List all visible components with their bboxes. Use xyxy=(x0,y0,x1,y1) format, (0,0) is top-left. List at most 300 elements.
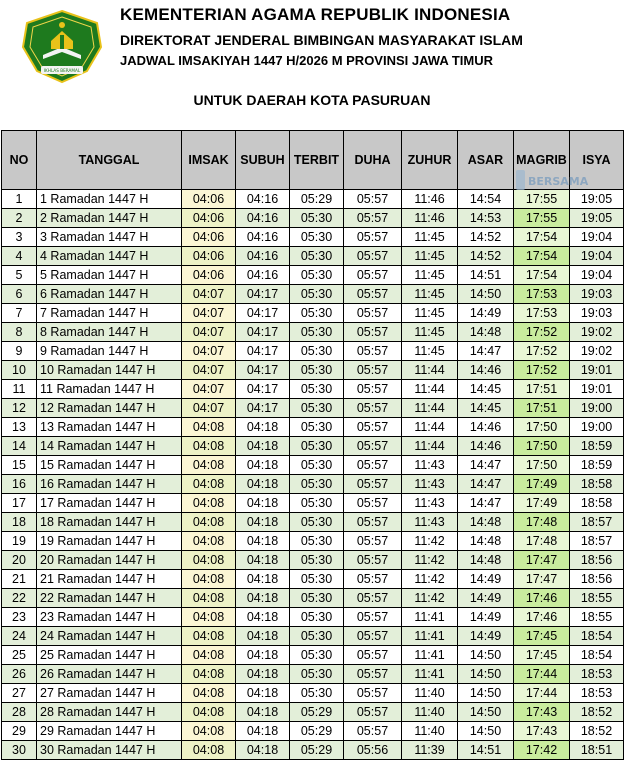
cell-zuhur: 11:46 xyxy=(402,209,458,228)
cell-magrib: 17:48 xyxy=(514,532,570,551)
cell-magrib: 17:43 xyxy=(514,722,570,741)
cell-magrib: 17:50 xyxy=(514,418,570,437)
cell-isya: 19:05 xyxy=(570,190,624,209)
col-asar: ASAR xyxy=(458,131,514,190)
cell-imsak: 04:06 xyxy=(182,228,236,247)
cell-terbit: 05:30 xyxy=(290,684,344,703)
cell-duha: 05:57 xyxy=(344,494,402,513)
cell-zuhur: 11:41 xyxy=(402,608,458,627)
logo-motto: IKHLAS BERAMAL xyxy=(43,68,81,73)
cell-subuh: 04:16 xyxy=(236,228,290,247)
cell-subuh: 04:18 xyxy=(236,418,290,437)
cell-magrib: 17:53 xyxy=(514,285,570,304)
cell-subuh: 04:18 xyxy=(236,570,290,589)
cell-terbit: 05:30 xyxy=(290,494,344,513)
col-isya: ISYA xyxy=(570,131,624,190)
cell-subuh: 04:18 xyxy=(236,665,290,684)
cell-no: 7 xyxy=(2,304,37,323)
cell-magrib: 17:54 xyxy=(514,228,570,247)
cell-zuhur: 11:45 xyxy=(402,342,458,361)
cell-no: 22 xyxy=(2,589,37,608)
cell-magrib: 17:46 xyxy=(514,589,570,608)
cell-terbit: 05:30 xyxy=(290,551,344,570)
cell-duha: 05:57 xyxy=(344,380,402,399)
cell-isya: 19:04 xyxy=(570,228,624,247)
cell-terbit: 05:29 xyxy=(290,703,344,722)
cell-duha: 05:57 xyxy=(344,627,402,646)
table-row xyxy=(2,266,624,285)
cell-terbit: 05:30 xyxy=(290,513,344,532)
table-body xyxy=(2,190,624,760)
cell-duha: 05:57 xyxy=(344,209,402,228)
cell-duha: 05:57 xyxy=(344,589,402,608)
cell-isya: 18:51 xyxy=(570,741,624,760)
cell-asar: 14:48 xyxy=(458,513,514,532)
cell-asar: 14:52 xyxy=(458,228,514,247)
cell-zuhur: 11:46 xyxy=(402,190,458,209)
cell-zuhur: 11:41 xyxy=(402,665,458,684)
cell-tanggal: 29 Ramadan 1447 H xyxy=(37,722,182,741)
table-row xyxy=(2,608,624,627)
cell-terbit: 05:30 xyxy=(290,228,344,247)
table-row xyxy=(2,589,624,608)
cell-zuhur: 11:43 xyxy=(402,475,458,494)
cell-no: 6 xyxy=(2,285,37,304)
cell-duha: 05:57 xyxy=(344,532,402,551)
cell-terbit: 05:30 xyxy=(290,266,344,285)
table-row xyxy=(2,494,624,513)
cell-duha: 05:57 xyxy=(344,304,402,323)
cell-duha: 05:57 xyxy=(344,361,402,380)
table-row xyxy=(2,665,624,684)
cell-asar: 14:47 xyxy=(458,456,514,475)
cell-asar: 14:51 xyxy=(458,266,514,285)
cell-zuhur: 11:40 xyxy=(402,684,458,703)
cell-terbit: 05:30 xyxy=(290,361,344,380)
cell-asar: 14:46 xyxy=(458,361,514,380)
table-row xyxy=(2,437,624,456)
cell-imsak: 04:06 xyxy=(182,266,236,285)
cell-asar: 14:48 xyxy=(458,532,514,551)
cell-tanggal: 12 Ramadan 1447 H xyxy=(37,399,182,418)
cell-isya: 19:02 xyxy=(570,323,624,342)
cell-terbit: 05:30 xyxy=(290,418,344,437)
cell-subuh: 04:18 xyxy=(236,646,290,665)
cell-no: 30 xyxy=(2,741,37,760)
cell-isya: 19:04 xyxy=(570,247,624,266)
cell-asar: 14:50 xyxy=(458,722,514,741)
cell-magrib: 17:53 xyxy=(514,304,570,323)
cell-tanggal: 21 Ramadan 1447 H xyxy=(37,570,182,589)
cell-magrib: 17:50 xyxy=(514,437,570,456)
cell-terbit: 05:30 xyxy=(290,570,344,589)
cell-magrib: 17:47 xyxy=(514,551,570,570)
cell-terbit: 05:30 xyxy=(290,608,344,627)
cell-tanggal: 2 Ramadan 1447 H xyxy=(37,209,182,228)
cell-isya: 18:56 xyxy=(570,551,624,570)
cell-terbit: 05:30 xyxy=(290,475,344,494)
cell-duha: 05:57 xyxy=(344,722,402,741)
table-row xyxy=(2,551,624,570)
cell-subuh: 04:17 xyxy=(236,361,290,380)
cell-asar: 14:50 xyxy=(458,285,514,304)
table-row xyxy=(2,228,624,247)
cell-tanggal: 8 Ramadan 1447 H xyxy=(37,323,182,342)
table-row xyxy=(2,722,624,741)
table-row xyxy=(2,627,624,646)
cell-tanggal: 18 Ramadan 1447 H xyxy=(37,513,182,532)
cell-duha: 05:57 xyxy=(344,285,402,304)
cell-subuh: 04:17 xyxy=(236,399,290,418)
cell-zuhur: 11:44 xyxy=(402,437,458,456)
cell-tanggal: 25 Ramadan 1447 H xyxy=(37,646,182,665)
cell-zuhur: 11:45 xyxy=(402,323,458,342)
cell-subuh: 04:16 xyxy=(236,247,290,266)
cell-isya: 19:04 xyxy=(570,266,624,285)
cell-isya: 19:02 xyxy=(570,342,624,361)
cell-subuh: 04:18 xyxy=(236,551,290,570)
cell-no: 23 xyxy=(2,608,37,627)
cell-imsak: 04:07 xyxy=(182,304,236,323)
cell-isya: 18:53 xyxy=(570,665,624,684)
cell-tanggal: 7 Ramadan 1447 H xyxy=(37,304,182,323)
cell-asar: 14:50 xyxy=(458,684,514,703)
cell-zuhur: 11:42 xyxy=(402,532,458,551)
schedule-title: JADWAL IMSAKIYAH 1447 H/2026 M PROVINSI JAWA TIMUR xyxy=(120,53,494,68)
cell-duha: 05:57 xyxy=(344,684,402,703)
cell-no: 17 xyxy=(2,494,37,513)
cell-no: 26 xyxy=(2,665,37,684)
cell-tanggal: 17 Ramadan 1447 H xyxy=(37,494,182,513)
cell-imsak: 04:08 xyxy=(182,627,236,646)
cell-asar: 14:48 xyxy=(458,323,514,342)
cell-asar: 14:53 xyxy=(458,209,514,228)
cell-asar: 14:51 xyxy=(458,741,514,760)
cell-subuh: 04:18 xyxy=(236,627,290,646)
cell-magrib: 17:46 xyxy=(514,608,570,627)
cell-isya: 18:55 xyxy=(570,589,624,608)
table-row xyxy=(2,380,624,399)
cell-imsak: 04:08 xyxy=(182,589,236,608)
cell-magrib: 17:50 xyxy=(514,456,570,475)
cell-imsak: 04:06 xyxy=(182,209,236,228)
cell-asar: 14:47 xyxy=(458,494,514,513)
table-row xyxy=(2,456,624,475)
cell-imsak: 04:08 xyxy=(182,418,236,437)
cell-tanggal: 27 Ramadan 1447 H xyxy=(37,684,182,703)
cell-imsak: 04:08 xyxy=(182,456,236,475)
cell-tanggal: 30 Ramadan 1447 H xyxy=(37,741,182,760)
cell-asar: 14:48 xyxy=(458,551,514,570)
cell-duha: 05:57 xyxy=(344,342,402,361)
cell-imsak: 04:07 xyxy=(182,380,236,399)
cell-terbit: 05:30 xyxy=(290,627,344,646)
cell-subuh: 04:17 xyxy=(236,342,290,361)
cell-zuhur: 11:43 xyxy=(402,456,458,475)
cell-imsak: 04:08 xyxy=(182,703,236,722)
cell-terbit: 05:30 xyxy=(290,304,344,323)
cell-isya: 18:52 xyxy=(570,703,624,722)
cell-no: 13 xyxy=(2,418,37,437)
cell-zuhur: 11:41 xyxy=(402,627,458,646)
cell-isya: 19:05 xyxy=(570,209,624,228)
table-row xyxy=(2,304,624,323)
cell-zuhur: 11:42 xyxy=(402,570,458,589)
cell-isya: 18:59 xyxy=(570,456,624,475)
cell-duha: 05:57 xyxy=(344,456,402,475)
cell-imsak: 04:07 xyxy=(182,361,236,380)
cell-tanggal: 15 Ramadan 1447 H xyxy=(37,456,182,475)
cell-terbit: 05:30 xyxy=(290,437,344,456)
col-duha: DUHA xyxy=(344,131,402,190)
cell-terbit: 05:29 xyxy=(290,722,344,741)
cell-duha: 05:57 xyxy=(344,475,402,494)
cell-isya: 18:54 xyxy=(570,627,624,646)
cell-asar: 14:50 xyxy=(458,703,514,722)
kemenag-logo xyxy=(21,9,103,84)
cell-duha: 05:57 xyxy=(344,608,402,627)
cell-isya: 18:56 xyxy=(570,570,624,589)
region-title: UNTUK DAERAH KOTA PASURUAN xyxy=(193,92,431,108)
imsakiyah-table xyxy=(1,130,624,760)
cell-imsak: 04:08 xyxy=(182,551,236,570)
col-magrib: MAGRIB xyxy=(514,131,570,190)
cell-no: 8 xyxy=(2,323,37,342)
directorate-title: DIREKTORAT JENDERAL BIMBINGAN MASYARAKAT ISLAM xyxy=(120,32,523,48)
cell-no: 19 xyxy=(2,532,37,551)
cell-imsak: 04:08 xyxy=(182,437,236,456)
cell-imsak: 04:08 xyxy=(182,608,236,627)
cell-subuh: 04:18 xyxy=(236,703,290,722)
watermark-logo xyxy=(514,166,589,194)
cell-zuhur: 11:45 xyxy=(402,304,458,323)
cell-isya: 18:58 xyxy=(570,475,624,494)
cell-zuhur: 11:45 xyxy=(402,285,458,304)
cell-tanggal: 6 Ramadan 1447 H xyxy=(37,285,182,304)
cell-subuh: 04:18 xyxy=(236,437,290,456)
cell-zuhur: 11:41 xyxy=(402,646,458,665)
cell-isya: 18:57 xyxy=(570,513,624,532)
cell-imsak: 04:06 xyxy=(182,247,236,266)
cell-zuhur: 11:45 xyxy=(402,247,458,266)
cell-no: 18 xyxy=(2,513,37,532)
cell-no: 2 xyxy=(2,209,37,228)
cell-subuh: 04:18 xyxy=(236,475,290,494)
cell-subuh: 04:18 xyxy=(236,456,290,475)
table-row xyxy=(2,323,624,342)
cell-imsak: 04:07 xyxy=(182,399,236,418)
cell-tanggal: 20 Ramadan 1447 H xyxy=(37,551,182,570)
cell-asar: 14:45 xyxy=(458,399,514,418)
cell-tanggal: 26 Ramadan 1447 H xyxy=(37,665,182,684)
cell-subuh: 04:17 xyxy=(236,323,290,342)
cell-imsak: 04:07 xyxy=(182,323,236,342)
cell-no: 25 xyxy=(2,646,37,665)
cell-duha: 05:56 xyxy=(344,741,402,760)
cell-isya: 19:03 xyxy=(570,304,624,323)
table-row xyxy=(2,209,624,228)
cell-zuhur: 11:42 xyxy=(402,551,458,570)
cell-isya: 19:00 xyxy=(570,418,624,437)
cell-asar: 14:49 xyxy=(458,627,514,646)
cell-terbit: 05:30 xyxy=(290,665,344,684)
table-row xyxy=(2,646,624,665)
cell-zuhur: 11:42 xyxy=(402,589,458,608)
cell-zuhur: 11:44 xyxy=(402,380,458,399)
cell-duha: 05:57 xyxy=(344,551,402,570)
cell-zuhur: 11:40 xyxy=(402,703,458,722)
cell-duha: 05:57 xyxy=(344,646,402,665)
cell-duha: 05:57 xyxy=(344,399,402,418)
cell-tanggal: 22 Ramadan 1447 H xyxy=(37,589,182,608)
cell-zuhur: 11:44 xyxy=(402,418,458,437)
cell-no: 9 xyxy=(2,342,37,361)
cell-asar: 14:46 xyxy=(458,418,514,437)
cell-subuh: 04:18 xyxy=(236,608,290,627)
cell-no: 14 xyxy=(2,437,37,456)
cell-no: 12 xyxy=(2,399,37,418)
cell-magrib: 17:42 xyxy=(514,741,570,760)
cell-terbit: 05:30 xyxy=(290,399,344,418)
cell-terbit: 05:29 xyxy=(290,190,344,209)
cell-imsak: 04:08 xyxy=(182,570,236,589)
cell-isya: 19:00 xyxy=(570,399,624,418)
cell-zuhur: 11:44 xyxy=(402,361,458,380)
col-tanggal: TANGGAL xyxy=(37,131,182,190)
ministry-title: KEMENTERIAN AGAMA REPUBLIK INDONESIA xyxy=(120,5,511,24)
cell-duha: 05:57 xyxy=(344,418,402,437)
cell-asar: 14:54 xyxy=(458,190,514,209)
cell-no: 11 xyxy=(2,380,37,399)
cell-imsak: 04:08 xyxy=(182,741,236,760)
cell-imsak: 04:08 xyxy=(182,646,236,665)
cell-subuh: 04:18 xyxy=(236,494,290,513)
cell-duha: 05:57 xyxy=(344,703,402,722)
cell-no: 5 xyxy=(2,266,37,285)
cell-asar: 14:46 xyxy=(458,437,514,456)
cell-no: 21 xyxy=(2,570,37,589)
cell-no: 10 xyxy=(2,361,37,380)
cell-magrib: 17:52 xyxy=(514,361,570,380)
cell-tanggal: 14 Ramadan 1447 H xyxy=(37,437,182,456)
cell-terbit: 05:30 xyxy=(290,380,344,399)
cell-duha: 05:57 xyxy=(344,228,402,247)
cell-asar: 14:49 xyxy=(458,589,514,608)
cell-magrib: 17:52 xyxy=(514,342,570,361)
cell-imsak: 04:08 xyxy=(182,684,236,703)
cell-imsak: 04:07 xyxy=(182,342,236,361)
table-row xyxy=(2,570,624,589)
cell-tanggal: 11 Ramadan 1447 H xyxy=(37,380,182,399)
cell-duha: 05:57 xyxy=(344,665,402,684)
cell-no: 3 xyxy=(2,228,37,247)
cell-subuh: 04:18 xyxy=(236,532,290,551)
cell-isya: 18:55 xyxy=(570,608,624,627)
cell-tanggal: 3 Ramadan 1447 H xyxy=(37,228,182,247)
cell-tanggal: 4 Ramadan 1447 H xyxy=(37,247,182,266)
cell-zuhur: 11:43 xyxy=(402,513,458,532)
cell-isya: 18:59 xyxy=(570,437,624,456)
cell-subuh: 04:16 xyxy=(236,209,290,228)
cell-zuhur: 11:44 xyxy=(402,399,458,418)
cell-magrib: 17:48 xyxy=(514,513,570,532)
cell-subuh: 04:16 xyxy=(236,266,290,285)
cell-duha: 05:57 xyxy=(344,247,402,266)
cell-tanggal: 16 Ramadan 1447 H xyxy=(37,475,182,494)
cell-duha: 05:57 xyxy=(344,570,402,589)
cell-magrib: 17:51 xyxy=(514,399,570,418)
col-no: NO xyxy=(2,131,37,190)
cell-subuh: 04:17 xyxy=(236,285,290,304)
cell-isya: 18:52 xyxy=(570,722,624,741)
cell-subuh: 04:18 xyxy=(236,722,290,741)
cell-isya: 18:53 xyxy=(570,684,624,703)
table-row xyxy=(2,399,624,418)
cell-imsak: 04:06 xyxy=(182,190,236,209)
cell-no: 1 xyxy=(2,190,37,209)
cell-duha: 05:57 xyxy=(344,266,402,285)
cell-magrib: 17:47 xyxy=(514,570,570,589)
cell-magrib: 17:49 xyxy=(514,494,570,513)
cell-magrib: 17:44 xyxy=(514,684,570,703)
cell-terbit: 05:30 xyxy=(290,323,344,342)
cell-subuh: 04:17 xyxy=(236,304,290,323)
col-zuhur: ZUHUR xyxy=(402,131,458,190)
table-row xyxy=(2,475,624,494)
cell-zuhur: 11:40 xyxy=(402,722,458,741)
table-row xyxy=(2,361,624,380)
table-row xyxy=(2,532,624,551)
cell-terbit: 05:30 xyxy=(290,646,344,665)
cell-no: 15 xyxy=(2,456,37,475)
cell-isya: 19:03 xyxy=(570,285,624,304)
cell-imsak: 04:07 xyxy=(182,285,236,304)
watermark-text: BERSAMA xyxy=(528,175,589,188)
cell-imsak: 04:08 xyxy=(182,513,236,532)
cell-asar: 14:50 xyxy=(458,665,514,684)
cell-asar: 14:47 xyxy=(458,475,514,494)
table-row xyxy=(2,703,624,722)
cell-magrib: 17:45 xyxy=(514,646,570,665)
cell-no: 16 xyxy=(2,475,37,494)
cell-magrib: 17:44 xyxy=(514,665,570,684)
cell-imsak: 04:08 xyxy=(182,494,236,513)
cell-magrib: 17:43 xyxy=(514,703,570,722)
cell-isya: 18:54 xyxy=(570,646,624,665)
cell-zuhur: 11:39 xyxy=(402,741,458,760)
cell-subuh: 04:18 xyxy=(236,741,290,760)
table-row xyxy=(2,285,624,304)
table-row xyxy=(2,513,624,532)
cell-isya: 18:58 xyxy=(570,494,624,513)
cell-no: 29 xyxy=(2,722,37,741)
cell-zuhur: 11:45 xyxy=(402,266,458,285)
cell-duha: 05:57 xyxy=(344,190,402,209)
table-row xyxy=(2,418,624,437)
col-imsak: IMSAK xyxy=(182,131,236,190)
cell-terbit: 05:30 xyxy=(290,247,344,266)
cell-no: 4 xyxy=(2,247,37,266)
cell-isya: 18:57 xyxy=(570,532,624,551)
cell-subuh: 04:18 xyxy=(236,589,290,608)
cell-magrib: 17:51 xyxy=(514,380,570,399)
cell-tanggal: 5 Ramadan 1447 H xyxy=(37,266,182,285)
cell-tanggal: 28 Ramadan 1447 H xyxy=(37,703,182,722)
cell-asar: 14:47 xyxy=(458,342,514,361)
cell-terbit: 05:30 xyxy=(290,589,344,608)
cell-magrib: 17:49 xyxy=(514,475,570,494)
cell-magrib: 17:45 xyxy=(514,627,570,646)
